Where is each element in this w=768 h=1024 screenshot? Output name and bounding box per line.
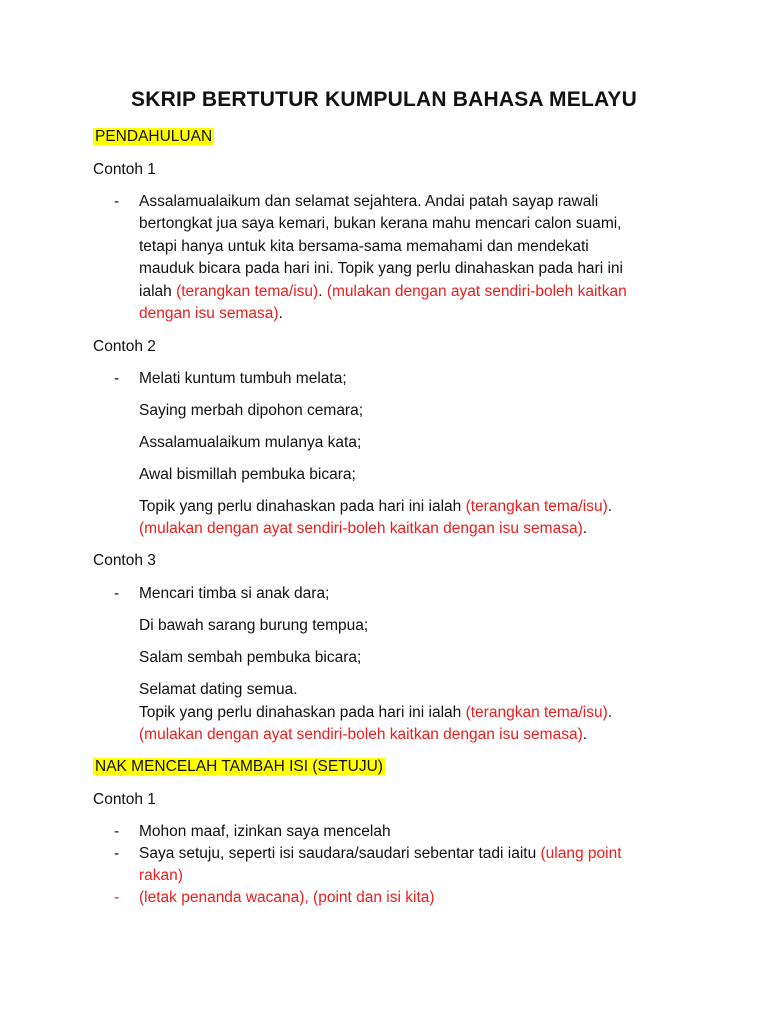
verse-line: Awal bismillah pembuka bicara;: [139, 466, 356, 483]
text-segment: .: [582, 726, 588, 743]
paragraph-line: bertongkat jua saya kemari, bukan kerana mahu mencari calon suami,: [139, 215, 622, 232]
paragraph-line: tetapi hanya untuk kita bersama-sama memahami dan mendekati: [139, 238, 589, 255]
paragraph-line: Assalamualaikum dan selamat sejahtera. Andai patah sayap rawali: [139, 193, 599, 210]
contoh-label: Contoh 1: [93, 791, 156, 808]
verse-line: Mencari timba si anak dara;: [139, 585, 330, 602]
paragraph-line: [139, 520, 587, 538]
contoh-label: Contoh 3: [93, 552, 156, 569]
red-instruction: (mulakan dengan ayat sendiri-boleh kaitkan dengan isu semasa): [139, 520, 583, 537]
text-segment: Saya setuju, seperti isi saudara/saudari sebentar tadi iaitu: [139, 845, 541, 862]
text-segment: .: [318, 283, 327, 300]
text-segment: .: [607, 498, 613, 515]
red-instruction: (terangkan tema/isu): [465, 704, 608, 721]
verse-line: Selamat dating semua.: [139, 681, 298, 698]
red-instruction: (terangkan tema/isu): [465, 498, 608, 515]
text-segment: ialah: [139, 283, 177, 300]
bullet-dash: -: [114, 193, 120, 210]
paragraph-line: [139, 498, 612, 516]
red-instruction: rakan): [139, 867, 183, 884]
paragraph-line: [139, 283, 627, 301]
list-item: [139, 845, 622, 863]
bullet-dash: -: [114, 823, 120, 840]
contoh-label: Contoh 2: [93, 338, 156, 355]
red-instruction: (ulang point: [540, 845, 622, 862]
red-instruction: dengan isu semasa): [139, 305, 279, 322]
red-instruction: (letak penanda wacana), (point dan isi kita): [139, 889, 435, 906]
bullet-dash: -: [114, 889, 120, 906]
paragraph-line: [139, 704, 612, 722]
verse-line: Di bawah sarang burung tempua;: [139, 617, 369, 634]
text-segment: .: [278, 305, 283, 322]
document-title: SKRIP BERTUTUR KUMPULAN BAHASA MELAYU: [131, 88, 637, 111]
paragraph-line: [139, 726, 587, 744]
red-instruction: (terangkan tema/isu): [176, 283, 319, 300]
bullet-dash: -: [114, 845, 120, 862]
text-segment: Topik yang perlu dinahaskan pada hari ini ialah: [139, 498, 466, 515]
text-segment: .: [582, 520, 588, 537]
verse-line: Assalamualaikum mulanya kata;: [139, 434, 362, 451]
text-segment: Topik yang perlu dinahaskan pada hari ini ialah: [139, 704, 466, 721]
paragraph-line: [139, 305, 283, 323]
bullet-dash: -: [114, 370, 120, 387]
verse-line: Melati kuntum tumbuh melata;: [139, 370, 347, 387]
highlighted-heading: NAK MENCELAH TAMBAH ISI (SETUJU): [95, 758, 383, 775]
list-item: Mohon maaf, izinkan saya mencelah: [139, 823, 391, 840]
verse-line: Salam sembah pembuka bicara;: [139, 649, 362, 666]
contoh-label: Contoh 1: [93, 161, 156, 178]
verse-line: Saying merbah dipohon cemara;: [139, 402, 364, 419]
section-heading-mencelah: [93, 758, 385, 776]
bullet-dash: -: [114, 585, 120, 602]
highlighted-heading: PENDAHULUAN: [95, 128, 213, 145]
text-segment: .: [607, 704, 613, 721]
red-instruction: (mulakan dengan ayat sendiri-boleh kaitkan dengan isu semasa): [139, 726, 583, 743]
red-instruction: (mulakan dengan ayat sendiri-boleh kaitkan: [326, 283, 627, 300]
section-heading-pendahuluan: [93, 128, 214, 146]
paragraph-line: mauduk bicara pada hari ini. Topik yang perlu dinahaskan pada hari ini: [139, 260, 623, 277]
